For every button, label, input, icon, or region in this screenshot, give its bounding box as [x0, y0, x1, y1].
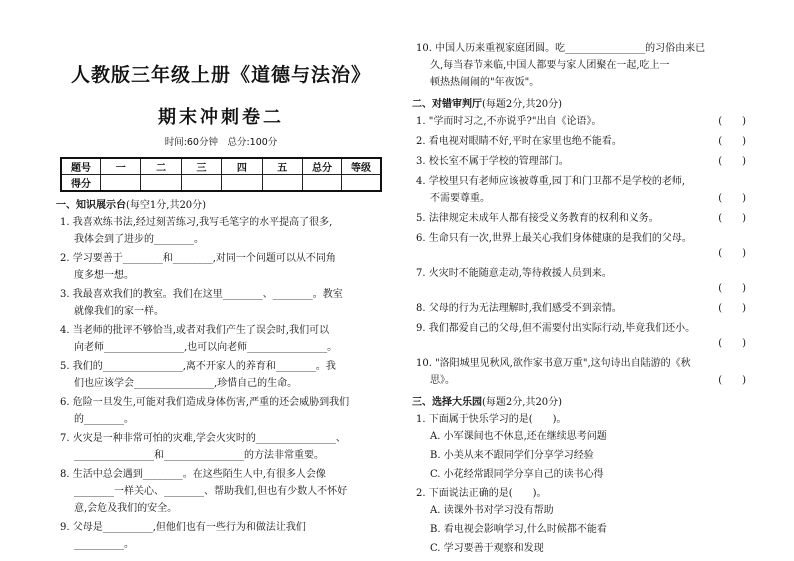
judge-item: [416, 230, 746, 247]
question-line: 久,每当春节来临,中国人都要与家人团聚在一起,吃上一: [430, 60, 670, 71]
section3-heading: [412, 393, 746, 408]
judge-text: 4. 学校里只有老师应该被尊重,园丁和门卫都不是学校的老师,: [416, 176, 686, 187]
question-line: ________________和________________的方法非常重要。: [74, 450, 324, 461]
section2-note: (每题2分,共20分): [482, 99, 563, 110]
score-cell: 四: [222, 158, 262, 175]
fill-question-10: [416, 40, 746, 91]
fill-question: [60, 214, 382, 248]
fill-question: [60, 519, 382, 553]
judge-text: 2. 看电视对眼睛不好,平时在家里也绝不能看。: [416, 136, 622, 147]
left-column: [56, 60, 382, 555]
score-cell: 得分: [61, 175, 101, 192]
judge-item: [416, 300, 746, 317]
question-line: 我体会到了进步的________。: [74, 234, 204, 245]
score-blank[interactable]: [342, 175, 382, 192]
judge-item: [416, 265, 746, 282]
judge-item: [416, 173, 746, 207]
score-table-score-row: [61, 175, 381, 192]
score-cell: 题号: [61, 158, 101, 175]
judge-item: [416, 153, 746, 170]
question-line: 向老师________________,也可以向老师________________。: [74, 342, 338, 353]
score-blank[interactable]: [101, 175, 141, 192]
judge-cont-text: 不需要尊重。: [430, 193, 490, 204]
section1-title: 一、知识展示台: [56, 200, 126, 211]
judge-text-cont: [416, 372, 746, 389]
question-line: 1. 我喜欢练书法,经过刻苦练习,我写毛笔字的水平提高了很多,: [60, 217, 333, 228]
judge-item: [416, 133, 746, 150]
fill-question: [60, 466, 382, 517]
choice-option[interactable]: B. 看电视会影响学习,什么时候都不能看: [430, 524, 607, 535]
section3-note: (每题2分,共20分): [482, 397, 563, 408]
judge-text: 9. 我们都爱自己的父母,但不需要付出实际行动,毕竟我们还小。: [416, 323, 696, 334]
answer-paren[interactable]: ( ): [718, 303, 746, 314]
question-line: 意,会危及我们的安全。: [74, 503, 178, 514]
fill-question: [60, 322, 382, 356]
fill-question: [60, 286, 382, 320]
question-line: 7. 火灾是一种非常可怕的灾难,学会火灾时的________________、: [60, 433, 346, 444]
score-cell: 三: [181, 158, 221, 175]
judge-text: 10. "洛阳城里见秋风,欲作家书意万重",这句诗出自陆游的《秋: [416, 358, 691, 369]
answer-paren[interactable]: ( ): [718, 116, 746, 127]
section2-title: 二、对错审判厅: [412, 99, 482, 110]
score-cell: 总分: [303, 158, 342, 175]
question-line: 5. 我们的________________,离不开家人的养育和________。我: [60, 361, 336, 372]
question-line: 顿热热闹闹的"年夜饭"。: [430, 77, 540, 88]
question-line: 8. 生活中总会遇到________。在这些陌生人中,有很多人会像: [60, 469, 326, 480]
choice-stem: 2. 下面说法正确的是( )。: [416, 488, 547, 499]
score-blank[interactable]: [262, 175, 302, 192]
question-line: ________一样关心、________、帮助我们,但也有少数人不怀好: [74, 486, 348, 497]
exam-subtitle: 期末冲刺卷二: [158, 107, 284, 128]
judge-text: 6. 生命只有一次,世界上最关心我们身体健康的是我们的父母。: [416, 233, 692, 244]
choice-option[interactable]: B. 小美从来不跟同学们分享学习经验: [430, 450, 594, 461]
score-table-header-row: [61, 158, 381, 175]
judge-item: [416, 113, 746, 130]
judge-cont-text: 思》。: [430, 375, 455, 386]
choice-question: [416, 411, 746, 483]
choice-question: [416, 485, 746, 557]
right-column: [412, 40, 746, 559]
question-line: 6. 危险一旦发生,可能对我们造成身体伤害,严重的还会威胁到我们: [60, 397, 350, 408]
exam-title: 人教版三年级上册《道德与法治》: [70, 64, 371, 86]
score-cell: 五: [262, 158, 302, 175]
judge-item: [416, 355, 746, 389]
score-cell: 一: [101, 158, 141, 175]
fill-question: [60, 250, 382, 284]
judge-text: 1. "学而时习之,不亦说乎?"出自《论语》。: [416, 116, 602, 127]
answer-paren[interactable]: ( ): [718, 248, 746, 259]
choice-stem: 1. 下面属于快乐学习的是( )。: [416, 414, 567, 425]
section3-title: 三、选择大乐园: [412, 397, 482, 408]
choice-option[interactable]: C. 小花经常跟同学分享自己的读书心得: [430, 469, 604, 480]
judge-text-cont: [416, 190, 746, 207]
question-line: 10. 中国人历来重视家庭团圆。吃________________的习俗由来已: [416, 43, 706, 54]
score-cell: 等级: [342, 158, 382, 175]
answer-paren[interactable]: ( ): [718, 283, 746, 294]
answer-paren[interactable]: ( ): [718, 156, 746, 167]
fill-question: [60, 358, 382, 392]
judge-item: [416, 320, 746, 337]
judge-text: 3. 校长室不属于学校的管理部门。: [416, 156, 569, 167]
score-blank[interactable]: [181, 175, 221, 192]
fill-question: [60, 394, 382, 428]
question-line: 3. 我最喜欢我们的教室。我们在这里________、________。教室: [60, 289, 343, 300]
fill-question: [60, 430, 382, 464]
question-line: 4. 当老师的批评不够恰当,或者对我们产生了误会时,我们可以: [60, 325, 330, 336]
answer-paren[interactable]: ( ): [718, 193, 746, 204]
choice-option[interactable]: C. 学习要善于观察和发现: [430, 543, 544, 554]
judge-text: 7. 火灾时不能随意走动,等待救援人员到来。: [416, 268, 612, 279]
score-blank[interactable]: [303, 175, 342, 192]
answer-paren[interactable]: ( ): [718, 136, 746, 147]
choice-option[interactable]: A. 小军课间也不休息,还在继续思考问题: [430, 431, 607, 442]
answer-paren[interactable]: ( ): [718, 338, 746, 349]
section2-heading: [412, 95, 746, 110]
question-line: 2. 学习要善于________和________,对同一个问题可以从不同角: [60, 253, 336, 264]
answer-paren[interactable]: ( ): [718, 213, 746, 224]
score-blank[interactable]: [141, 175, 181, 192]
question-line: __________。: [74, 539, 134, 550]
answer-paren[interactable]: ( ): [718, 375, 746, 386]
section1-heading: [56, 196, 382, 211]
score-table: [60, 157, 382, 192]
choice-option[interactable]: A. 读课外书对学习没有帮助: [430, 505, 554, 516]
judge-item: [416, 210, 746, 227]
score-blank[interactable]: [222, 175, 262, 192]
judge-text: 8. 父母的行为无法理解时,我们感受不到亲情。: [416, 303, 622, 314]
time-score: 时间:60分钟 总分:100分: [164, 137, 278, 148]
question-line: 度多想一想。: [74, 270, 134, 281]
judge-text: 5. 法律规定未成年人都有接受义务教育的权利和义务。: [416, 213, 659, 224]
section1-note: (每空1分,共20分): [126, 200, 207, 211]
question-line: 们也应该学会________________,珍惜自己的生命。: [74, 378, 298, 389]
score-cell: 二: [141, 158, 181, 175]
question-line: 就像我们的家一样。: [74, 306, 164, 317]
question-line: 的________。: [74, 414, 134, 425]
question-line: 9. 父母是__________,但他们也有一些行为和做法让我们: [60, 522, 306, 533]
